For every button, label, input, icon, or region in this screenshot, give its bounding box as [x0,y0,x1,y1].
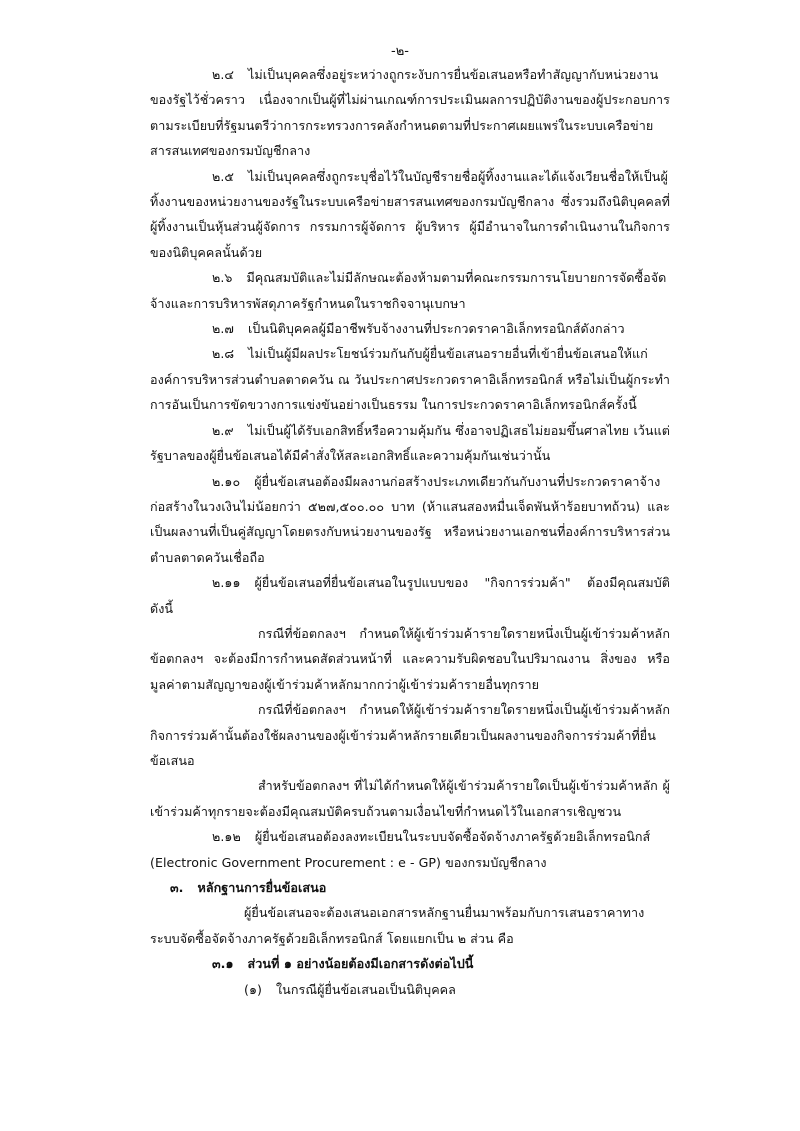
item-number: (๑) [244,981,262,997]
clause-number: ๒.๖ [212,270,233,286]
clause-2-8 [150,341,670,417]
clause-2-7 [150,316,670,341]
clause-number: ๒.๔ [212,67,234,82]
section-title: ส่วนที่ ๑ อย่างน้อยต้องมีเอกสารดังต่อไปนี้ [247,956,474,972]
clause-text: ผู้ยื่นข้อเสนอต้องมีผลงานก่อสร้างประเภทเดียวกันกับงานที่ประกวดราคาจ้างก่อสร้างในวงเงินไม่น้อยกว่า ๕๒๗,๕๐๐.๐๐ บาท (ห้าแสนสองหมื่นเจ็ดพันห้าร้อยบาทถ้วน) และเป็นผลงานที่เป็นคู่สัญญาโดยตรงกับหน่วยงานของรัฐ หรือหน่วยงานเอกชนที่องค์การบริหารส่วนตำบลตาดควันเชื่อถือ [150,473,670,565]
clause-text: ผู้ยื่นข้อเสนอต้องลงทะเบียนในระบบจัดซื้อจัดจ้างภาครัฐด้วยอิเล็กทรอนิกส์ (Electronic Government Procurement : e - GP) ของกรมบัญชีกลาง [150,829,651,870]
clause-2-9 [150,418,670,469]
clause-number: ๒.๑๒ [212,829,241,845]
section-number: ๓.๑ [212,956,234,972]
section-3-1-heading [150,951,670,976]
section-number: ๓. [170,880,184,895]
item-text: ในกรณีผู้ยื่นข้อเสนอเป็นนิติบุคคล [275,981,456,997]
jv-clause-3: สำหรับข้อตกลงฯ ที่ไม่ได้กำหนดให้ผู้เข้าร่วมค้ารายใดเป็นผู้เข้าร่วมค้าหลัก ผู้เข้าร่วมค้าทุกรายจะต้องมีคุณสมบัติครบถ้วนตามเงื่อนไขที่กำหนดไว้ในเอกสารเชิญชวน [150,778,670,819]
clause-text: ไม่เป็นบุคคลซึ่งอยู่ระหว่างถูกระงับการยื่นข้อเสนอหรือทำสัญญากับหน่วยงานของรัฐไว้ชั่วคราว เนื่องจากเป็นผู้ที่ไม่ผ่านเกณฑ์การประเมินผลการปฏิบัติงานของผู้ประกอบการตามระเบียบที่รัฐมนตรีว่าการกระทรวงการคลังกำหนดตามที่ประกาศเผยแพร่ในระบบเครือข่ายสารสนเทศของกรมบัญชีกลาง [150,67,670,159]
clause-number: ๒.๗ [212,321,234,337]
jv-clause-1: กรณีที่ข้อตกลงฯ กำหนดให้ผู้เข้าร่วมค้ารายใดรายหนึ่งเป็นผู้เข้าร่วมค้าหลัก ข้อตกลงฯ จะต้องมีการกำหนดสัดส่วนหน้าที่ และความรับผิดชอบในปริมาณงาน สิ่งของ หรือมูลค่าตามสัญญาของผู้เข้าร่วมค้าหลักมากกว่าผู้เข้าร่วมค้ารายอื่นทุกราย [150,625,670,692]
clause-2-12 [150,824,670,875]
clause-2-11 [150,570,670,621]
section-title: หลักฐานการยื่นข้อเสนอ [197,880,327,895]
document-body [150,62,670,1002]
section-3-heading [150,875,670,900]
clause-number: ๒.๙ [212,422,234,438]
clause-number: ๒.๕ [212,168,234,184]
clause-text: ไม่เป็นบุคคลซึ่งถูกระบุชื่อไว้ในบัญชีรายชื่อผู้ทิ้งงานและได้แจ้งเวียนชื่อให้เป็นผู้ทิ้งงานของหน่วยงานของรัฐในระบบเครือข่ายสารสนเทศของกรมบัญชีกลาง ซึ่งรวมถึงนิติบุคคลที่ผู้ทิ้งงานเป็นหุ้นส่วนผู้จัดการ กรรมการผู้จัดการ ผู้บริหาร ผู้มีอำนาจในการดำเนินงานในกิจการของนิติบุคคลนั้นด้วย [150,168,670,260]
clause-text: ไม่เป็นผู้มีผลประโยชน์ร่วมกันกับผู้ยื่นข้อเสนอรายอื่นที่เข้ายื่นข้อเสนอให้แก่ องค์การบริหารส่วนตำบลตาดควัน ณ วันประกาศประกวดราคาอิเล็กทรอนิกส์ หรือไม่เป็นผู้กระทำการอันเป็นการขัดขวางการแข่งขันอย่างเป็นธรรม ในการประกวดราคาอิเล็กทรอนิกส์ครั้งนี้ [150,346,670,413]
clause-text: เป็นนิติบุคคลผู้มีอาชีพรับจ้างงานที่ประกวดราคาอิเล็กทรอนิกส์ดังกล่าว [247,321,625,337]
jv-clause-2: กรณีที่ข้อตกลงฯ กำหนดให้ผู้เข้าร่วมค้ารายใดรายหนึ่งเป็นผู้เข้าร่วมค้าหลัก กิจการร่วมค้านั้นต้องใช้ผลงานของผู้เข้าร่วมค้าหลักรายเดียวเป็นผลงานของกิจการร่วมค้าที่ยื่นข้อเสนอ [150,702,670,768]
clause-2-10 [150,469,670,571]
clause-2-6 [150,265,670,316]
clause-text: มีคุณสมบัติและไม่มีลักษณะต้องห้ามตามที่คณะกรรมการนโยบายการจัดซื้อจัดจ้างและการบริหารพัสดุภาครัฐกำหนดในราชกิจจานุเบกษา [150,270,667,311]
clause-text: ไม่เป็นผู้ได้รับเอกสิทธิ์หรือความคุ้มกัน ซึ่งอาจปฏิเสธไม่ยอมขึ้นศาลไทย เว้นแต่รัฐบาลของผู้ยื่นข้อเสนอได้มีคำสั่งให้สละเอกสิทธิ์และความคุ้มกันเช่นว่านั้น [150,422,670,464]
clause-2-5 [150,164,670,266]
section-3-text: ผู้ยื่นข้อเสนอจะต้องเสนอเอกสารหลักฐานยื่นมาพร้อมกับการเสนอราคาทางระบบจัดซื้อจัดจ้างภาครัฐด้วยอิเล็กทรอนิกส์ โดยแยกเป็น ๒ ส่วน คือ [150,905,645,946]
item-1 [150,977,670,1002]
clause-text: ผู้ยื่นข้อเสนอที่ยื่นข้อเสนอในรูปแบบของ "กิจการร่วมค้า" ต้องมีคุณสมบัติ ดังนี้ [150,575,670,616]
clause-2-4 [150,62,670,164]
clause-number: ๒.๘ [212,346,235,362]
page-number: -๒- [391,44,409,59]
clause-number: ๒.๑๑ [212,575,241,591]
clause-number: ๒.๑๐ [212,473,241,489]
